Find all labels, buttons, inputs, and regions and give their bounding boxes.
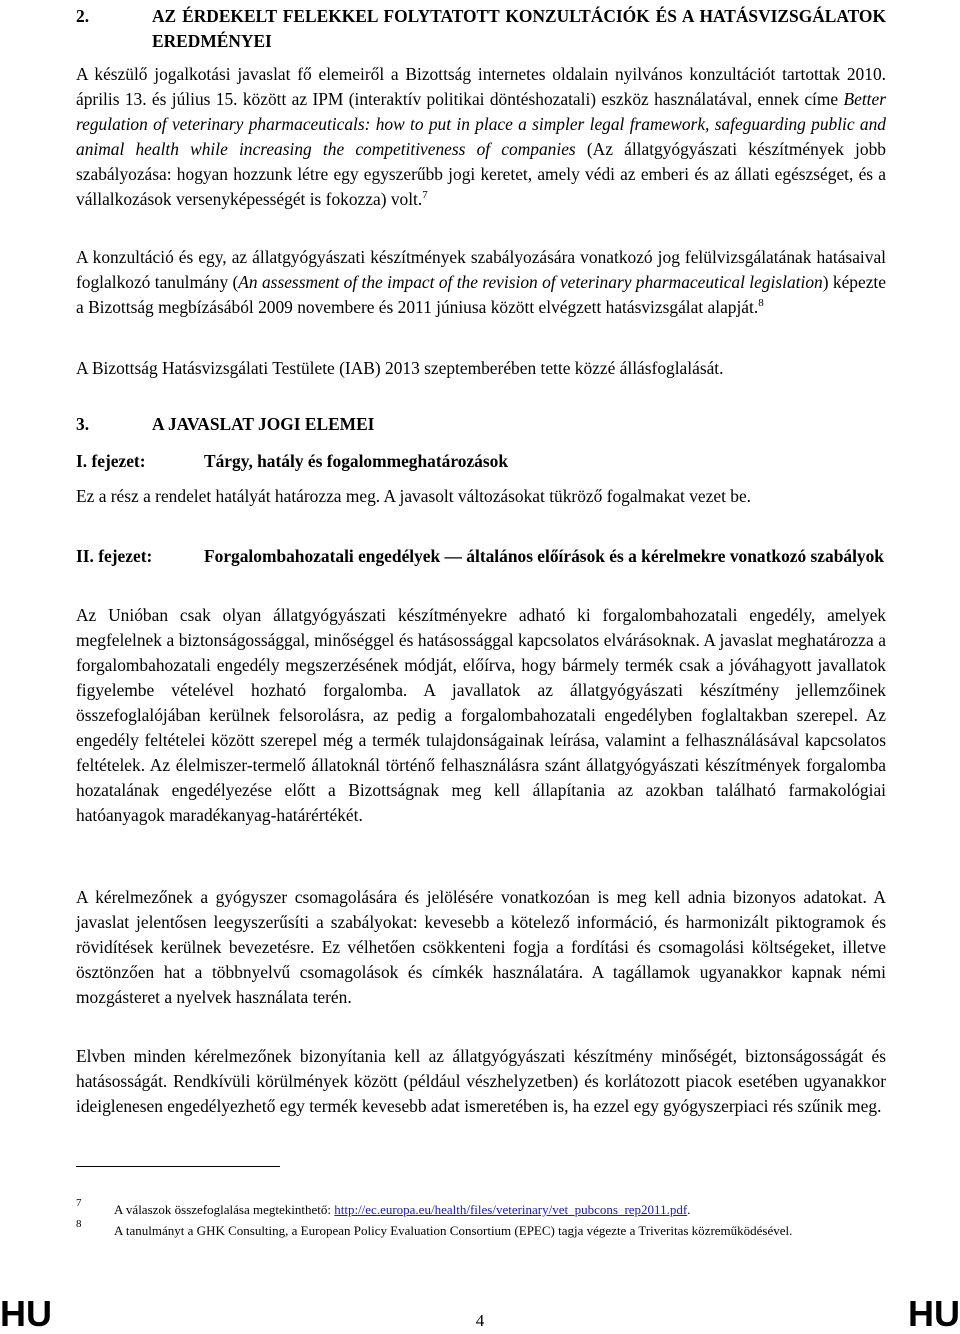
footnote-7: 7 A válaszok összefoglalása megtekinthető: http://ec.europa.eu/health/files/veterinary/vet_pubcons_rep2011.pdf. [76,1200,886,1219]
chapter-label: I. fejezet: [76,451,146,471]
chapter-1-text: Ez a rész a rendelet hatályát határozza meg. A javasolt változásokat tükröző fogalmakat vezet be. [76,486,752,506]
footnote-number: 7 [76,1197,82,1209]
section-title: AZ ÉRDEKELT FELEKKEL FOLYTATOTT KONZULTÁCIÓK ÉS A HATÁSVIZSGÁLATOK EREDMÉNYEI [152,6,886,51]
chapter-label: II. fejezet: [76,546,153,566]
study-paragraph: A konzultáció és egy, az állatgyógyászati készítmények szabályozására vonatkozó jog felülvizsgálatának hatásaival foglalkozó tanulmány (An assessment of the impact of the revision of veterinary pharmaceutical legislation) képezte a Bizottság megbízásából 2009 novembere és 2011 júniusa között elvégzett hatásvizsgálat alapját.$^8$ [76,247,886,317]
section-number: 3. [76,414,90,434]
consultation-paragraph: A készülő jogalkotási javaslat fő elemeiről a Bizottság internetes oldalain nyilvános konzultációt tartottak 2010. április 13. és július 15. között az IPM (interaktív politikai döntéshozatali) eszköz használatával, ennek címe Better regulation of veterinary pharmaceuticals: how to put in place a simpler legal framework, safeguarding public and animal health while increasing the competitiveness of companies (Az állatgyógyászati készítmények jobb szabályozása: hogyan hozzunk létre egy egyszerűbb jogi keretet, amely védi az emberi és az állati egészséget, és a vállalkozások versenyképességét is fokozza) volt.$^7$ [76,64,886,209]
chapter-2-paragraph-1: Az Unióban csak olyan állatgyógyászati készítményekre adható ki forgalombahozatali engedély, amelyek megfelelnek a biztonságossággal, minőséggel és hatásossággal kapcsolatos elvárásoknak. A javaslat meghatározza a forgalombahozatali engedély megszerzésének módját, előírva, hogy bármely termék csak a jóváhagyott javallatok figyelembe vételével hozható forgalomba. A javallatok az állatgyógyászati készítmény jellemzőinek összefoglalójában kerülnek felsorolásra, az pedig a forgalombahozatali engedélyben foglaltakban szerepel. Az engedély feltételei között szerepel még a termék tulajdonságainak leírása, valamint a felhasználásával kapcsolatos feltételek. Az élelmiszer-termelő állatoknál történő felhasználásra szánt állatgyógyászati készítmények forgalomba hozatalának engedélyezése előtt a Bizottságnak meg kell állapítania az azokban található farmakológiai hatóanyagok maradékanyag-határértékét. [76,605,886,825]
footnote-ref-8[interactable]: 8 [758,297,764,310]
section-number: 2. [76,6,90,26]
iab-paragraph: A Bizottság Hatásvizsgálati Testülete (IAB) 2013 szeptemberében tette közzé állásfoglalását. [76,358,724,378]
footnote-8 [76,1218,886,1240]
footer-lang-right: HU [908,1293,960,1334]
chapter-2-paragraph-3: Elvben minden kérelmezőnek bizonyítania kell az állatgyógyászati készítmény minőségét, biztonságosságát és hatásosságát. Rendkívüli körülmények között (például vészhelyzetben) és korlátozott piacok esetében ugyanakkor ideiglenesen engedélyezhető egy termék kevesebb adat ismeretében is, ha ezzel egy gyógyszerpiaci rés szűnik meg. [76,1046,886,1116]
page-number: 4 [475,1311,485,1330]
chapter-2-heading [76,544,886,594]
footnote-text: A tanulmányt a GHK Consulting, a European Policy Evaluation Consortium (EPEC) tagja végezte a Triveritas közreműködésével. [114,1223,793,1238]
section-2-heading [76,4,886,54]
chapter-title: Tárgy, hatály és fogalommeghatározások [204,451,508,471]
chapter-2-paragraph-2: A kérelmezőnek a gyógyszer csomagolására és jelölésére vonatkozóan is meg kell adnia bizonyos adatokat. A javaslat jelentősen leegyszerűsíti a szabályokat: kevesebb a kötelező információ, és harmonizált piktogramok és rövidítések kerülnek bevezetésre. Ez vélhetően csökkenteni fogja a fordítási és csomagolási költségeket, illetve ösztönzően hat a többnyelvű csomagolások és címkék használatára. A tagállamok ugyanakkor kapnak némi mozgásteret a nyelvek használata terén. [76,887,886,1007]
section-3-heading [76,412,886,437]
consultation-title-italic: Better regulation of veterinary pharmaceuticals: how to put in place a simpler legal framework, safeguarding public and animal health while increasing the competitiveness of companies [76,89,886,159]
footnote-link[interactable]: http://ec.europa.eu/health/files/veterinary/vet_pubcons_rep2011.pdf [334,1202,688,1217]
footnote-separator [76,1166,280,1167]
footnote-number: 8 [76,1218,82,1230]
section-title: A JAVASLAT JOGI ELEMEI [152,414,375,434]
study-title-italic: An assessment of the impact of the revision of veterinary pharmaceutical legislation [238,272,823,292]
chapter-1-heading [76,449,886,474]
chapter-title: Forgalombahozatali engedélyek — általános előírások és a kérelmekre vonatkozó szabályok [204,546,884,566]
footer-lang-left: HU [0,1293,52,1334]
footnote-ref-7[interactable]: 7 [422,189,428,202]
